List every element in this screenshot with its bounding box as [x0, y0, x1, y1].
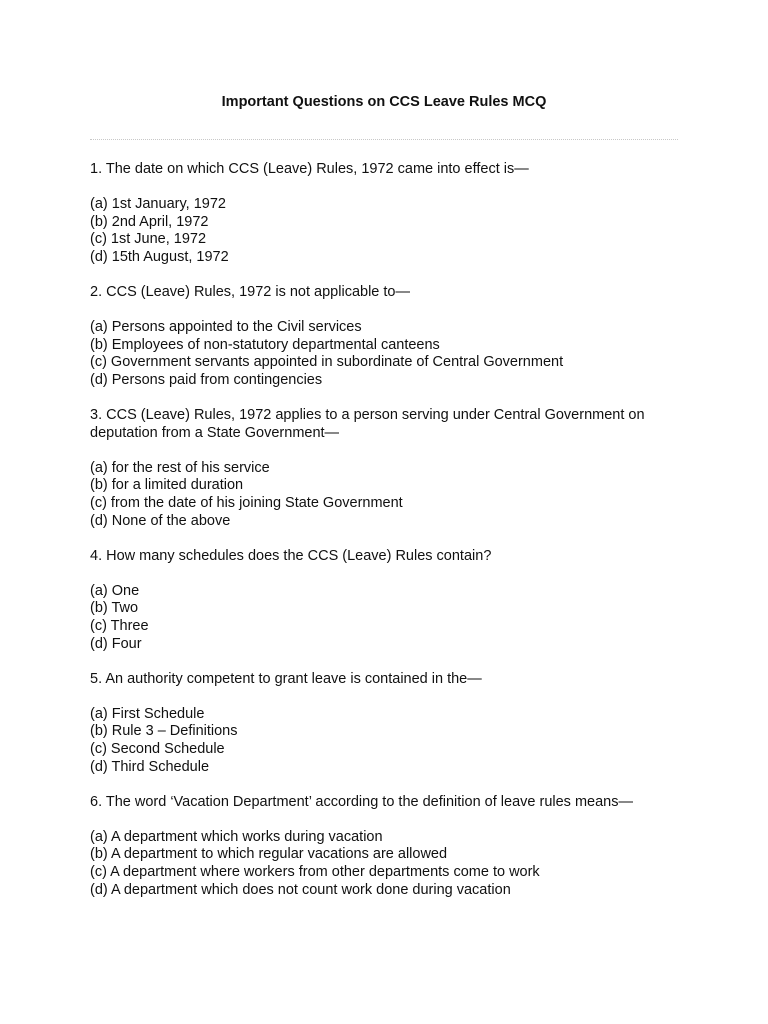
- question-text: 3. CCS (Leave) Rules, 1972 applies to a person serving under Central Government on deputation from a State Government—: [90, 406, 645, 441]
- option-b: (b) A department to which regular vacations are allowed: [90, 846, 448, 863]
- answer-options: [90, 196, 690, 267]
- answer-options: [90, 583, 690, 654]
- option-a: (a) First Schedule: [90, 705, 205, 722]
- question-text: 1. The date on which CCS (Leave) Rules, 1972 came into effect is—: [90, 161, 529, 177]
- option-d: (d) Four: [90, 635, 142, 652]
- option-d: (d) Persons paid from contingencies: [90, 372, 323, 389]
- option-c: (c) Second Schedule: [90, 741, 225, 758]
- answer-options: [90, 829, 690, 900]
- document-title: Important Questions on CCS Leave Rules MCQ: [221, 94, 547, 110]
- option-d: (d) Third Schedule: [90, 758, 210, 775]
- option-b: (b) Rule 3 – Definitions: [90, 723, 238, 740]
- option-a: (a) 1st January, 1972: [90, 195, 226, 212]
- option-c: (c) 1st June, 1972: [90, 231, 207, 248]
- option-b: (b) for a limited duration: [90, 477, 244, 494]
- option-b: (b) 2nd April, 1972: [90, 213, 209, 230]
- option-a: (a) Persons appointed to the Civil services: [90, 318, 362, 335]
- question-list: [90, 161, 690, 917]
- option-c: (c) A department where workers from other departments come to work: [90, 864, 540, 881]
- question-text: 2. CCS (Leave) Rules, 1972 is not applicable to—: [90, 283, 410, 300]
- answer-options: [90, 319, 690, 390]
- option-d: (d) A department which does not count work done during vacation: [90, 881, 511, 898]
- option-c: (c) Three: [90, 618, 149, 635]
- option-a: (a) One: [90, 582, 140, 599]
- question-3: [90, 407, 690, 531]
- question-4: [90, 548, 690, 654]
- answer-options: [90, 460, 690, 531]
- option-c: (c) Government servants appointed in subordinate of Central Government: [90, 354, 564, 371]
- option-c: (c) from the date of his joining State Government: [90, 495, 403, 512]
- title-divider: [90, 139, 678, 140]
- option-b: (b) Employees of non-statutory departmental canteens: [90, 336, 440, 353]
- question-5: [90, 671, 690, 777]
- answer-options: [90, 706, 690, 777]
- option-a: (a) A department which works during vacation: [90, 828, 383, 845]
- option-a: (a) for the rest of his service: [90, 459, 270, 476]
- question-1: [90, 161, 690, 267]
- option-b: (b) Two: [90, 600, 139, 617]
- option-d: (d) None of the above: [90, 512, 231, 529]
- question-6: [90, 794, 690, 900]
- question-text: 6. The word ‘Vacation Department’ according to the definition of leave rules means—: [90, 793, 633, 810]
- question-2: [90, 284, 690, 390]
- question-text: 5. An authority competent to grant leave is contained in the—: [90, 670, 482, 687]
- option-d: (d) 15th August, 1972: [90, 249, 229, 266]
- question-text: 4. How many schedules does the CCS (Leave) Rules contain?: [90, 547, 492, 564]
